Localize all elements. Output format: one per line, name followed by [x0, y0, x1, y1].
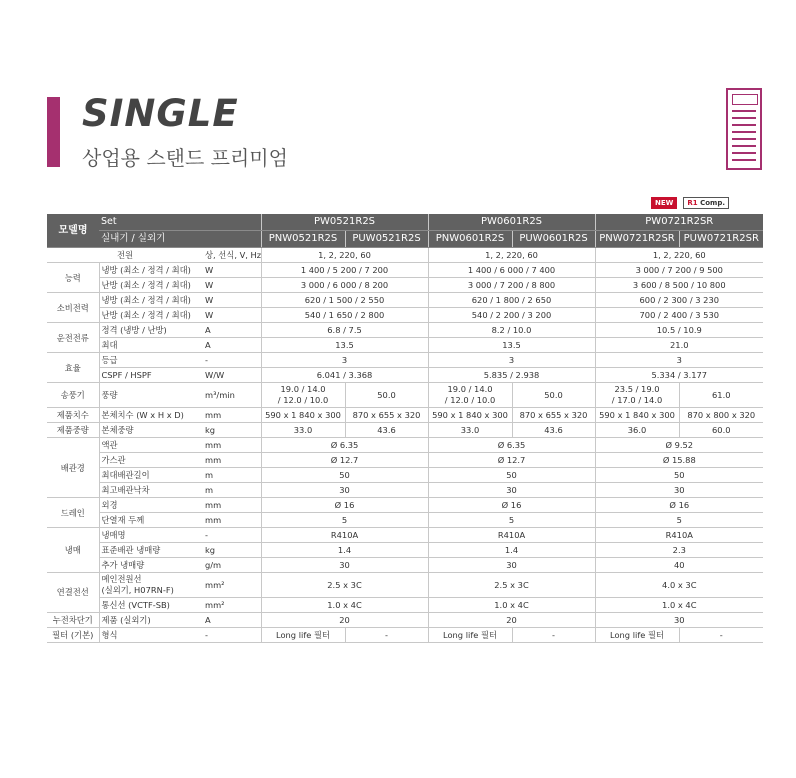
value-cell: 40 [595, 558, 763, 573]
table-row [47, 368, 763, 383]
value-cell: - [512, 628, 595, 643]
value-cell: 50 [428, 468, 595, 483]
row-label: 난방 (최소 / 정격 / 최대) [99, 308, 203, 323]
stand-unit-icon [726, 88, 762, 170]
row-label: CSPF / HSPF [99, 368, 203, 383]
table-row [47, 323, 763, 338]
table-row [47, 278, 763, 293]
row-label: 메인전원선 (실외기, H07RN-F) [99, 573, 203, 598]
value-cell: 600 / 2 300 / 3 230 [595, 293, 763, 308]
row-label: 외경 [99, 498, 203, 513]
sub-model: PUW0521R2S [345, 231, 428, 248]
sub-label: 실내기 / 실외기 [99, 231, 261, 248]
unit-cell: A [203, 323, 261, 338]
value-cell: 13.5 [261, 338, 428, 353]
table-row [47, 293, 763, 308]
group-label: 배관경 [47, 438, 99, 498]
group-label: 송풍기 [47, 383, 99, 408]
unit-cell: - [203, 528, 261, 543]
table-row [47, 528, 763, 543]
unit-cell: A [203, 613, 261, 628]
value-cell: 620 / 1 800 / 2 650 [428, 293, 595, 308]
unit-cell: g/m [203, 558, 261, 573]
row-label: 냉매명 [99, 528, 203, 543]
value-cell: 870 x 655 x 320 [345, 408, 428, 423]
group-label: 필터 (기본) [47, 628, 99, 643]
row-label: 통신선 (VCTF-SB) [99, 598, 203, 613]
table-row [47, 438, 763, 453]
value-cell: 50.0 [345, 383, 428, 408]
row-label: 형식 [99, 628, 203, 643]
set-model-2: PW0601R2S [428, 214, 595, 231]
value-cell: 33.0 [428, 423, 512, 438]
value-cell: Ø 9.52 [595, 438, 763, 453]
row-label: 냉방 (최소 / 정격 / 최대) [99, 293, 203, 308]
value-cell: 50.0 [512, 383, 595, 408]
table-row [47, 543, 763, 558]
page-title: SINGLE [82, 92, 239, 135]
value-cell: Ø 16 [595, 498, 763, 513]
value-cell: 19.0 / 14.0 / 12.0 / 10.0 [261, 383, 345, 408]
row-label: 제품 (실외기) [99, 613, 203, 628]
value-cell: 2.3 [595, 543, 763, 558]
value-cell: 700 / 2 400 / 3 530 [595, 308, 763, 323]
group-label: 소비전력 [47, 293, 99, 323]
sub-model: PUW0721R2SR [679, 231, 763, 248]
new-badge: NEW [651, 197, 677, 209]
value-cell: - [679, 628, 763, 643]
value-cell: 1 400 / 6 000 / 7 400 [428, 263, 595, 278]
unit-cell: W/W [203, 368, 261, 383]
value-cell: 2.5 x 3C [428, 573, 595, 598]
value-cell: 3 600 / 8 500 / 10 800 [595, 278, 763, 293]
unit-cell: m³/min [203, 383, 261, 408]
value-cell: 1.0 x 4C [261, 598, 428, 613]
group-label: 누전차단기 [47, 613, 99, 628]
row-label: 추가 냉매량 [99, 558, 203, 573]
unit-cell: A [203, 338, 261, 353]
unit-cell: W [203, 278, 261, 293]
unit-cell: W [203, 308, 261, 323]
value-cell: 30 [595, 483, 763, 498]
page-subtitle: 상업용 스탠드 프리미엄 [82, 146, 288, 170]
row-label: 최고배관낙차 [99, 483, 203, 498]
value-cell: 43.6 [345, 423, 428, 438]
row-label: 표준배관 냉매량 [99, 543, 203, 558]
value-cell: 5.334 / 3.177 [595, 368, 763, 383]
table-row [47, 573, 763, 598]
unit-cell: m [203, 468, 261, 483]
table-row [47, 338, 763, 353]
table-header-row [47, 214, 763, 231]
row-label: 가스관 [99, 453, 203, 468]
value-cell: 590 x 1 840 x 300 [261, 408, 345, 423]
value-cell: Long life 필터 [261, 628, 345, 643]
row-label: 풍량 [99, 383, 203, 408]
value-cell: 1.4 [428, 543, 595, 558]
value-cell: 590 x 1 840 x 300 [595, 408, 679, 423]
table-row [47, 628, 763, 643]
row-label: 정격 (냉방 / 난방) [99, 323, 203, 338]
value-cell: 870 x 800 x 320 [679, 408, 763, 423]
value-cell: 30 [428, 483, 595, 498]
group-label: 제품중량 [47, 423, 99, 438]
unit-cell: mm [203, 453, 261, 468]
value-cell: R410A [428, 528, 595, 543]
value-cell: Ø 6.35 [261, 438, 428, 453]
value-cell: 1.0 x 4C [595, 598, 763, 613]
value-cell: 8.2 / 10.0 [428, 323, 595, 338]
value-cell: 43.6 [512, 423, 595, 438]
unit-cell: W [203, 263, 261, 278]
set-model-3: PW0721R2SR [595, 214, 763, 231]
value-cell: 3 [261, 353, 428, 368]
row-label: 최대배관길이 [99, 468, 203, 483]
value-cell: 3 000 / 6 000 / 8 200 [261, 278, 428, 293]
value-cell: 1.4 [261, 543, 428, 558]
unit-cell: mm² [203, 598, 261, 613]
value-cell: 2.5 x 3C [261, 573, 428, 598]
table-row [47, 408, 763, 423]
value-cell: 1, 2, 220, 60 [595, 248, 763, 263]
row-label: 액관 [99, 438, 203, 453]
row-label: 본체치수 (W x H x D) [99, 408, 203, 423]
value-cell: 590 x 1 840 x 300 [428, 408, 512, 423]
table-row [47, 248, 763, 263]
table-row [47, 453, 763, 468]
value-cell: 21.0 [595, 338, 763, 353]
unit-cell: kg [203, 543, 261, 558]
value-cell: Long life 필터 [428, 628, 512, 643]
value-cell: Ø 12.7 [261, 453, 428, 468]
value-cell: 6.8 / 7.5 [261, 323, 428, 338]
group-label: 드레인 [47, 498, 99, 528]
value-cell: 36.0 [595, 423, 679, 438]
value-cell: Ø 16 [261, 498, 428, 513]
table-row [47, 613, 763, 628]
table-row [47, 423, 763, 438]
table-row [47, 383, 763, 408]
value-cell: 30 [595, 613, 763, 628]
row-label: 냉방 (최소 / 정격 / 최대) [99, 263, 203, 278]
value-cell: 5 [261, 513, 428, 528]
accent-bar [47, 97, 60, 167]
value-cell: 3 [595, 353, 763, 368]
sub-model: PNW0721R2SR [595, 231, 679, 248]
value-cell: 1, 2, 220, 60 [428, 248, 595, 263]
table-row [47, 513, 763, 528]
table-row [47, 468, 763, 483]
value-cell: 20 [261, 613, 428, 628]
group-label: 연결전선 [47, 573, 99, 613]
value-cell: 1, 2, 220, 60 [261, 248, 428, 263]
set-label: Set [99, 214, 261, 231]
table-row [47, 558, 763, 573]
value-cell: 540 / 2 200 / 3 200 [428, 308, 595, 323]
value-cell: 870 x 655 x 320 [512, 408, 595, 423]
sub-model: PUW0601R2S [512, 231, 595, 248]
value-cell: 4.0 x 3C [595, 573, 763, 598]
table-row [47, 263, 763, 278]
value-cell: 30 [261, 558, 428, 573]
value-cell: 50 [261, 468, 428, 483]
value-cell: R410A [595, 528, 763, 543]
group-label: 효율 [47, 353, 99, 383]
value-cell: 60.0 [679, 423, 763, 438]
value-cell: 6.041 / 3.368 [261, 368, 428, 383]
value-cell: 3 000 / 7 200 / 9 500 [595, 263, 763, 278]
table-row [47, 308, 763, 323]
row-label: 등급 [99, 353, 203, 368]
row-label: 난방 (최소 / 정격 / 최대) [99, 278, 203, 293]
value-cell: 5 [428, 513, 595, 528]
unit-cell: mm [203, 498, 261, 513]
group-label: 냉매 [47, 528, 99, 573]
value-cell: 30 [428, 558, 595, 573]
unit-cell: kg [203, 423, 261, 438]
value-cell: 19.0 / 14.0 / 12.0 / 10.0 [428, 383, 512, 408]
row-label: 최대 [99, 338, 203, 353]
unit-cell: - [203, 628, 261, 643]
r1-comp-badge: R1 Comp. [683, 197, 729, 209]
table-subheader-row [47, 231, 763, 248]
value-cell: 620 / 1 500 / 2 550 [261, 293, 428, 308]
value-cell: 540 / 1 650 / 2 800 [261, 308, 428, 323]
unit-cell: mm [203, 408, 261, 423]
value-cell: 5 [595, 513, 763, 528]
unit-cell: mm [203, 438, 261, 453]
value-cell: 10.5 / 10.9 [595, 323, 763, 338]
spec-table [47, 214, 763, 643]
value-cell: - [345, 628, 428, 643]
group-label: 전원 [47, 248, 203, 263]
group-label: 제품치수 [47, 408, 99, 423]
unit-cell: m [203, 483, 261, 498]
value-cell: Ø 16 [428, 498, 595, 513]
sub-model: PNW0521R2S [261, 231, 345, 248]
value-cell: 30 [261, 483, 428, 498]
unit-cell: W [203, 293, 261, 308]
value-cell: 20 [428, 613, 595, 628]
unit-cell: - [203, 353, 261, 368]
value-cell: 1 400 / 5 200 / 7 200 [261, 263, 428, 278]
value-cell: 5.835 / 2.938 [428, 368, 595, 383]
value-cell: 13.5 [428, 338, 595, 353]
unit-cell: mm² [203, 573, 261, 598]
value-cell: 3 [428, 353, 595, 368]
table-row [47, 483, 763, 498]
value-cell: 61.0 [679, 383, 763, 408]
value-cell: 1.0 x 4C [428, 598, 595, 613]
unit-cell: 상, 선식, V, Hz [203, 248, 261, 263]
unit-cell: mm [203, 513, 261, 528]
set-model-1: PW0521R2S [261, 214, 428, 231]
badges [651, 197, 729, 209]
table-row [47, 498, 763, 513]
value-cell: Ø 12.7 [428, 453, 595, 468]
row-label: 단열재 두께 [99, 513, 203, 528]
row-label: 본체중량 [99, 423, 203, 438]
value-cell: Ø 6.35 [428, 438, 595, 453]
value-cell: Ø 15.88 [595, 453, 763, 468]
sub-model: PNW0601R2S [428, 231, 512, 248]
group-label: 운전전류 [47, 323, 99, 353]
value-cell: 33.0 [261, 423, 345, 438]
value-cell: Long life 필터 [595, 628, 679, 643]
value-cell: 23.5 / 19.0 / 17.0 / 14.0 [595, 383, 679, 408]
value-cell: R410A [261, 528, 428, 543]
value-cell: 50 [595, 468, 763, 483]
group-label: 능력 [47, 263, 99, 293]
model-header: 모델명 [47, 214, 99, 248]
table-row [47, 353, 763, 368]
value-cell: 3 000 / 7 200 / 8 800 [428, 278, 595, 293]
table-row [47, 598, 763, 613]
